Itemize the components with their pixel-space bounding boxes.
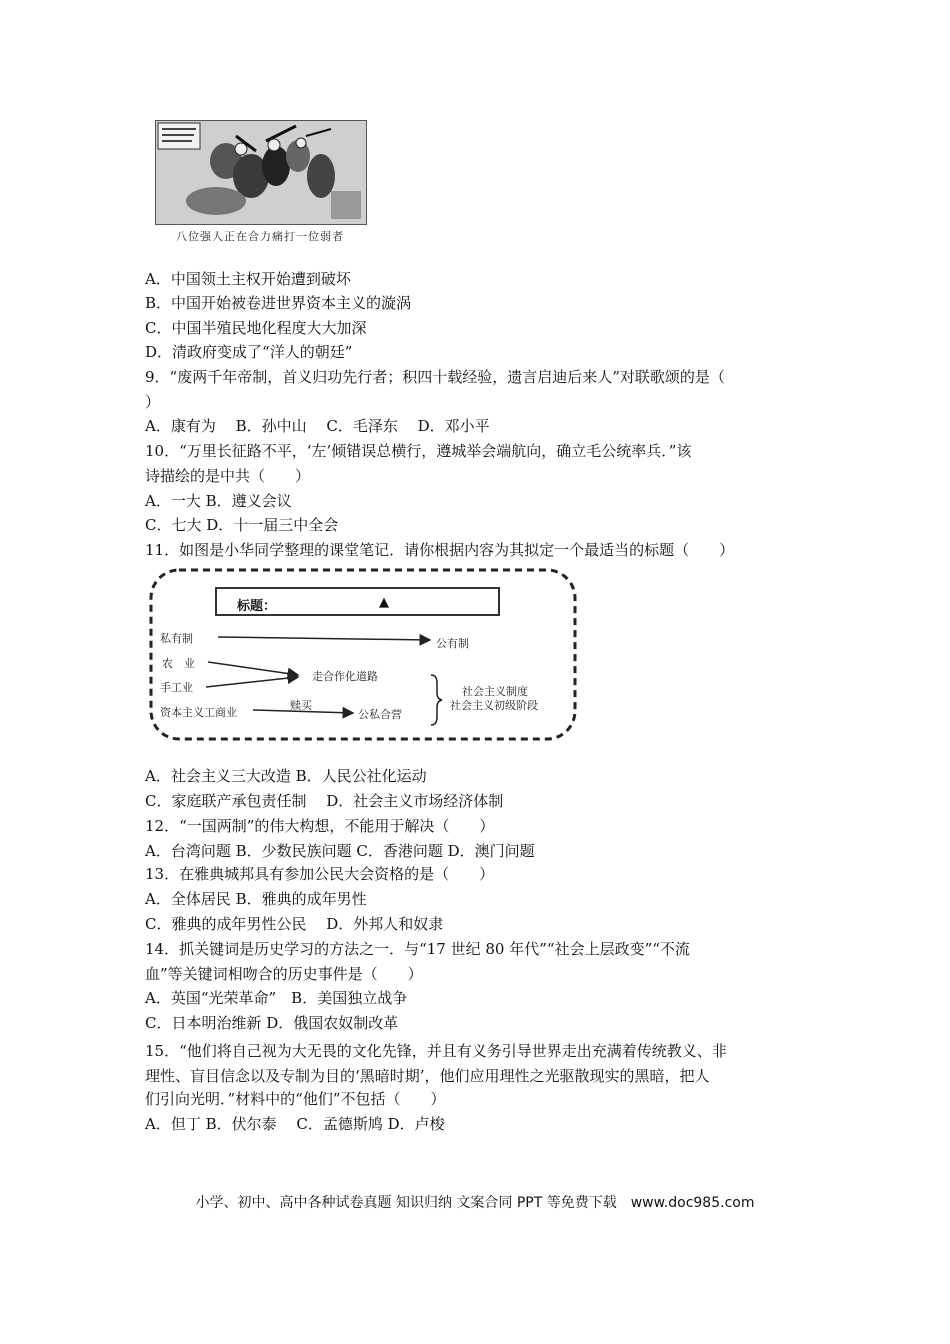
q10-options-2: C．七大 D．十一届三中全会 — [145, 516, 339, 534]
diagram-result-system: 社会主义制度 — [462, 685, 528, 698]
q8-option-c: C．中国半殖民地化程度大大加深 — [145, 319, 367, 337]
q15-stem-cont2: 们引向光明．”材料中的“他们”不包括（ ） — [145, 1090, 446, 1108]
q11-options-1: A．社会主义三大改造 B．人民公社化运动 — [145, 767, 427, 785]
cartoon-caption: 八位强人正在合力痛打一位弱者 — [176, 230, 344, 243]
q9-stem-cont: ） — [145, 393, 161, 411]
diagram-title-mark: ▲ — [379, 595, 389, 610]
q14-options-2: C．日本明治维新 D．俄国农奴制改革 — [145, 1014, 399, 1032]
q14-options-1: A．英国“光荣革命” B．美国独立战争 — [145, 989, 408, 1007]
q9-stem: 9．“废两千年帝制，首义归功先行者；积四十载经验，遗言启迪后来人”对联歌颂的是（ — [145, 368, 725, 386]
page-footer: 小学、初中、高中各种试卷真题 知识归纳 文案合同 PPT 等免费下载 www.doc985.com — [195, 1195, 755, 1211]
q15-stem: 15．“他们将自己视为大无畏的文化先锋，并且有义务引导世界走出充满着传统教义、非 — [145, 1042, 727, 1060]
q8-option-b: B．中国开始被卷进世界资本主义的漩涡 — [145, 294, 412, 312]
diagram-redeem: 赎买 — [290, 699, 312, 712]
diagram-capitalist: 资本主义工商业 — [160, 706, 237, 719]
q10-stem-cont: 诗描绘的是中共（ ） — [145, 467, 311, 485]
diagram-title-box — [215, 587, 500, 616]
q8-option-d: D．清政府变成了“洋人的朝廷” — [145, 343, 353, 361]
diagram-private: 私有制 — [160, 632, 193, 645]
q14-stem-cont: 血”等关键词相吻合的历史事件是（ ） — [145, 965, 423, 983]
diagram-result-stage: 社会主义初级阶段 — [450, 699, 538, 712]
q12-stem: 12．“一国两制”的伟大构想，不能用于解决（ ） — [145, 817, 495, 835]
q10-options-1: A．一大 B．遵义会议 — [145, 492, 292, 510]
diagram-agriculture: 农 业 — [162, 657, 195, 670]
q10-stem: 10．“万里长征路不平，‘左’倾错误总横行，遵城举会端航向，确立毛公统率兵．”该 — [145, 442, 692, 460]
diagram-cooperative: 走合作化道路 — [312, 670, 378, 683]
diagram-public: 公有制 — [436, 637, 469, 650]
q11-options-2: C．家庭联产承包责任制 D．社会主义市场经济体制 — [145, 792, 504, 810]
q12-options: A．台湾问题 B．少数民族问题 C．香港问题 D．澳门问题 — [145, 842, 535, 860]
q8-option-a: A．中国领土主权开始遭到破坏 — [145, 270, 351, 288]
q15-stem-cont: 理性、盲目信念以及专制为目的‘黑暗时期’，他们应用理性之光驱散现实的黑暗，把人 — [145, 1067, 710, 1085]
q11-stem: 11．如图是小华同学整理的课堂笔记．请你根据内容为其拟定一个最适当的标题（ ） — [145, 541, 735, 559]
cartoon-figure — [153, 120, 367, 250]
cartoon-image — [155, 120, 367, 225]
notes-diagram — [148, 567, 578, 742]
q13-stem: 13．在雅典城邦具有参加公民大会资格的是（ ） — [145, 865, 495, 883]
q14-stem: 14．抓关键词是历史学习的方法之一．与“17 世纪 80 年代”“社会上层政变”“不流 — [145, 940, 690, 958]
q15-options: A．但丁 B．伏尔泰 C．孟德斯鸠 D．卢梭 — [145, 1115, 445, 1133]
diagram-title-label: 标题： — [237, 599, 277, 614]
q9-options: A．康有为 B．孙中山 C．毛泽东 D．邓小平 — [145, 417, 490, 435]
diagram-handicraft: 手工业 — [160, 681, 193, 694]
diagram-joint: 公私合营 — [358, 708, 402, 721]
q13-options-1: A．全体居民 B．雅典的成年男性 — [145, 890, 367, 908]
q13-options-2: C．雅典的成年男性公民 D．外邦人和奴隶 — [145, 915, 444, 933]
